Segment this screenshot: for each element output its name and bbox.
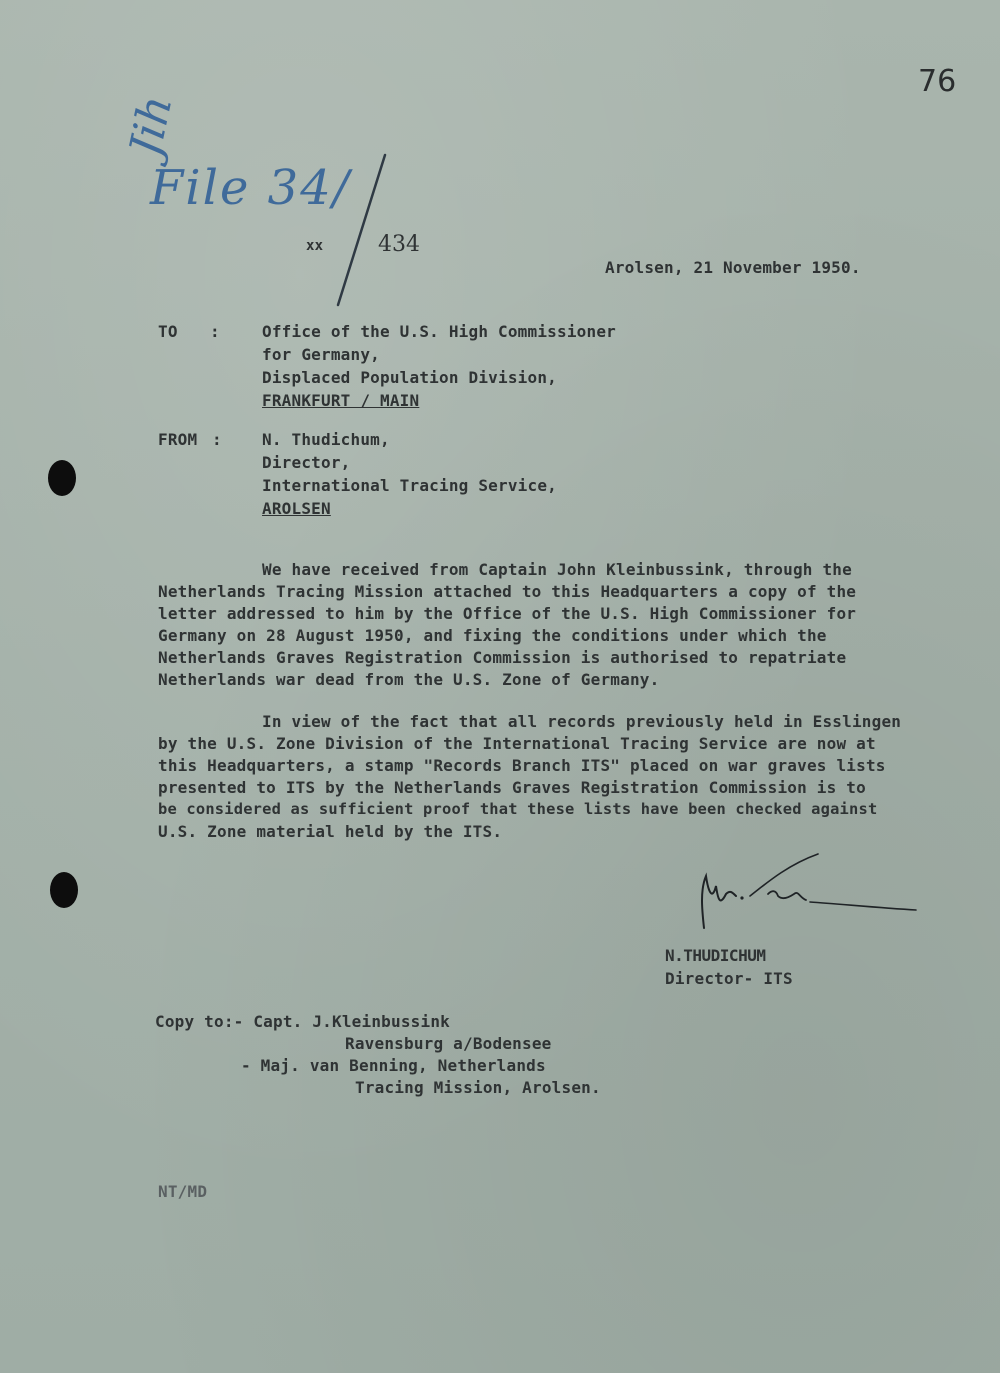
reference-prefix: xx: [306, 238, 324, 254]
to-line: for Germany,: [262, 345, 380, 364]
copy-to-line: - Maj. van Benning, Netherlands: [241, 1056, 546, 1075]
from-label: FROM: [158, 430, 198, 449]
from-line: Director,: [262, 453, 351, 472]
handwritten-signature: [690, 850, 930, 940]
body-paragraph-1: [158, 560, 857, 712]
handwritten-file-note: File 34/: [150, 160, 351, 216]
to-line: Displaced Population Division,: [262, 368, 557, 387]
paragraph-line: Netherlands war dead from the U.S. Zone of Germany.: [158, 670, 660, 689]
paragraph-line: be considered as sufficient proof that these lists have been checked against: [158, 800, 878, 818]
paragraph-line: letter addressed to him by the Office of the U.S. High Commissioner for: [158, 604, 857, 623]
punch-hole-bottom: [50, 872, 78, 908]
paragraph-line: Netherlands Graves Registration Commission is authorised to repatriate: [158, 648, 847, 667]
page-number: 76: [918, 64, 957, 99]
from-address-block: [262, 430, 557, 544]
signature-title: Director- ITS: [665, 969, 793, 988]
handwritten-initials: Jih: [120, 91, 183, 161]
place-date: Arolsen, 21 November 1950.: [605, 258, 861, 277]
to-line: Office of the U.S. High Commissioner: [262, 322, 616, 341]
copy-to-block: [155, 1012, 601, 1126]
paragraph-line: Netherlands Tracing Mission attached to this Headquarters a copy of the: [158, 582, 857, 601]
copy-to-line: Ravensburg a/Bodensee: [345, 1034, 552, 1053]
paragraph-line: In view of the fact that all records previously held in Esslingen: [262, 712, 902, 731]
signature-name: N.THUDICHUM: [665, 946, 766, 965]
from-line-city: AROLSEN: [262, 499, 331, 518]
footer-initials: NT/MD: [158, 1182, 208, 1201]
paragraph-line: presented to ITS by the Netherlands Graves Registration Commission is to: [158, 778, 866, 797]
copy-to-line: Copy to:- Capt. J.Kleinbussink: [155, 1012, 450, 1031]
punch-hole-top: [48, 460, 76, 496]
from-line: N. Thudichum,: [262, 430, 390, 449]
handwritten-slash-stroke: [330, 150, 390, 310]
to-separator: :: [210, 322, 220, 341]
paragraph-line: We have received from Captain John Kleinbussink, through the: [262, 560, 852, 579]
paragraph-line: U.S. Zone material held by the ITS.: [158, 822, 503, 841]
paragraph-line: this Headquarters, a stamp "Records Branch ITS" placed on war graves lists: [158, 756, 886, 775]
copy-to-line: Tracing Mission, Arolsen.: [355, 1078, 601, 1097]
paragraph-line: Germany on 28 August 1950, and fixing the conditions under which the: [158, 626, 827, 645]
reference-number: 434: [378, 232, 420, 257]
from-line: International Tracing Service,: [262, 476, 557, 495]
paragraph-line: by the U.S. Zone Division of the International Tracing Service are now at: [158, 734, 876, 753]
body-paragraph-2: [158, 712, 902, 864]
to-label: TO: [158, 322, 178, 341]
to-address-block: [262, 322, 616, 436]
to-line-city: FRANKFURT / MAIN: [262, 391, 420, 410]
from-separator: :: [212, 430, 222, 449]
